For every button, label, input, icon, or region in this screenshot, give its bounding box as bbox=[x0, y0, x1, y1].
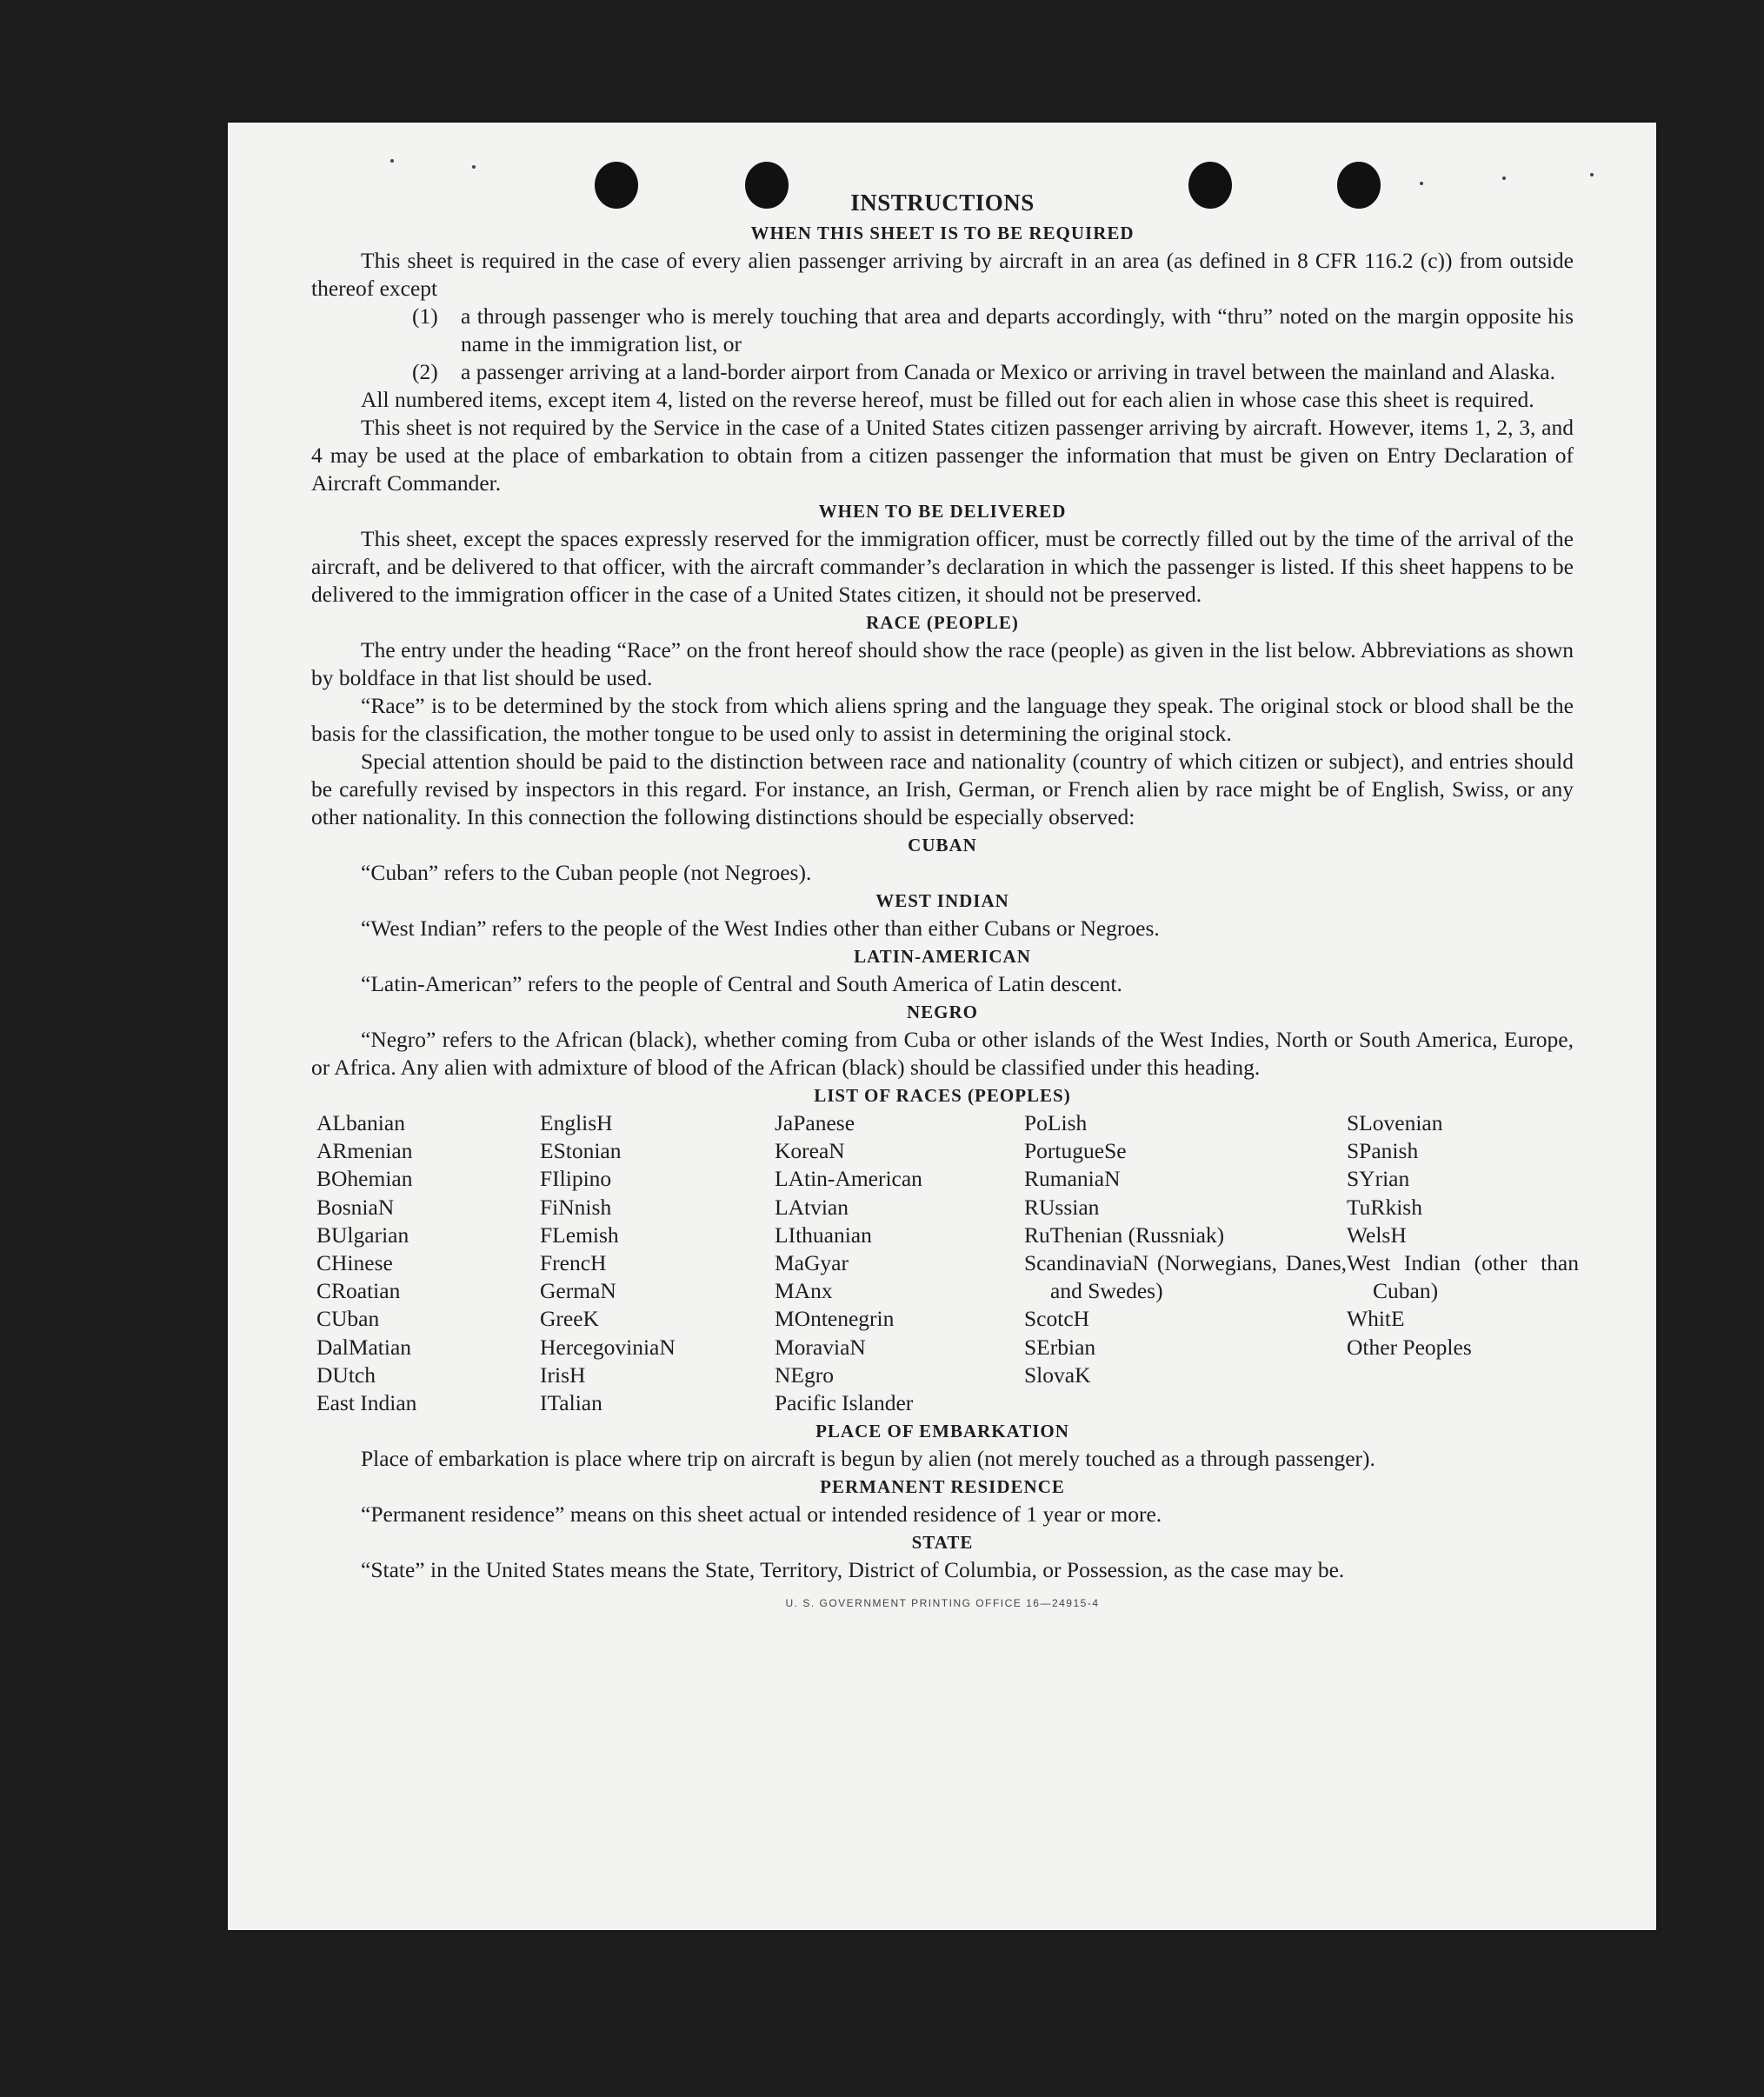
race-entry: Pacific Islander bbox=[775, 1390, 914, 1416]
item-number: (2) bbox=[412, 359, 438, 384]
race-entry: CRoatian bbox=[316, 1278, 401, 1304]
race-entry: BosniaN bbox=[316, 1194, 395, 1220]
race-column bbox=[316, 1109, 540, 1417]
race-entry: RUssian bbox=[1024, 1194, 1100, 1220]
section-heading: PERMANENT RESIDENCE bbox=[820, 1476, 1065, 1498]
race-entry: KoreaN bbox=[775, 1138, 845, 1164]
paragraph: This sheet is required in the case of every alien passenger arriving by aircraft in an area (as defined in 8 CFR 116.2 (c)) from outside thereof except bbox=[311, 248, 1574, 301]
race-entry: LAtin-American bbox=[775, 1166, 922, 1192]
speck bbox=[1420, 182, 1423, 185]
section-heading: LATIN-AMERICAN bbox=[854, 946, 1031, 967]
paragraph: This sheet is not required by the Service in the case of a United States citizen passenger arriving by aircraft. However, items 1, 2, 3, and 4 may be used at the place of embarkation to obtain from a citizen passenger the information that must be given on Entry Declaration of Aircraft Commander. bbox=[311, 415, 1574, 496]
section-heading: PLACE OF EMBARKATION bbox=[815, 1421, 1069, 1442]
paragraph: “State” in the United States means the State, Territory, District of Columbia, or Possession, as the case may be. bbox=[361, 1557, 1345, 1583]
race-entry: West Indian (other than Cuban) bbox=[1347, 1250, 1579, 1304]
paragraph: “Race” is to be determined by the stock from which aliens spring and the language they speak. The original stock or blood shall be the basis for the classification, the mother tongue to be used only to assist in determining the original stock. bbox=[311, 693, 1574, 746]
race-entry: SYrian bbox=[1347, 1166, 1410, 1192]
race-column bbox=[775, 1109, 1024, 1417]
section-heading: LIST OF RACES (PEOPLES) bbox=[814, 1085, 1071, 1106]
race-entry: FiNnish bbox=[540, 1194, 612, 1220]
race-column bbox=[1347, 1109, 1579, 1417]
race-entry: MOntenegrin bbox=[775, 1306, 895, 1332]
race-entry: NEgro bbox=[775, 1361, 834, 1388]
race-entry: SlovaK bbox=[1024, 1361, 1091, 1388]
speck bbox=[1590, 173, 1594, 176]
race-entry: PoLish bbox=[1024, 1110, 1088, 1135]
race-entry: BOhemian bbox=[316, 1166, 413, 1192]
race-entry: DUtch bbox=[316, 1361, 376, 1388]
section-heading: RACE (PEOPLE) bbox=[866, 612, 1019, 633]
page-title: INSTRUCTIONS bbox=[850, 190, 1035, 216]
race-entry: MaGyar bbox=[775, 1250, 849, 1276]
race-entry: RuThenian (Russniak) bbox=[1024, 1222, 1225, 1248]
paragraph: This sheet, except the spaces expressly reserved for the immigration officer, must be correctly filled out by the time of the arrival of the aircraft, and be delivered to that officer, with the aircraft commander’s declaration in which the passenger is listed. If this sheet happens to be delivered to the immigration officer in the case of a United States citizen, it should not be preserved. bbox=[311, 526, 1574, 607]
paragraph: “Latin-American” refers to the people of Central and South America of Latin descent. bbox=[361, 971, 1122, 996]
section-heading: WHEN THIS SHEET IS TO BE REQUIRED bbox=[750, 223, 1135, 243]
speck bbox=[390, 159, 394, 163]
race-entry: Other Peoples bbox=[1347, 1334, 1472, 1360]
race-entry: CUban bbox=[316, 1306, 380, 1332]
paragraph: “Permanent residence” means on this sheet actual or intended residence of 1 year or more. bbox=[361, 1501, 1162, 1528]
race-entry: IrisH bbox=[540, 1361, 586, 1388]
race-entry: FIlipino bbox=[540, 1166, 612, 1192]
race-entry: FrencH bbox=[540, 1250, 607, 1276]
section-heading: CUBAN bbox=[908, 835, 977, 855]
paragraph: Place of embarkation is place where trip on aircraft is begun by alien (not merely touched as a through passenger). bbox=[361, 1446, 1375, 1472]
section-heading: STATE bbox=[911, 1532, 974, 1554]
section-heading: WEST INDIAN bbox=[875, 890, 1009, 911]
race-entry: East Indian bbox=[316, 1390, 417, 1416]
paragraph: “Negro” refers to the African (black), whether coming from Cuba or other islands of the West Indies, North or South America, Europe, or Africa. Any alien with admixture of blood of the African (black) should be classified under this heading. bbox=[311, 1027, 1574, 1080]
race-entry: PortugueSe bbox=[1024, 1138, 1127, 1164]
race-entry: ALbanian bbox=[316, 1110, 405, 1135]
printer-imprint: U. S. GOVERNMENT PRINTING OFFICE 16—24915-4 bbox=[785, 1597, 1100, 1610]
instructions-text bbox=[311, 190, 1579, 1617]
speck bbox=[1502, 176, 1506, 180]
race-entry: WelsH bbox=[1347, 1222, 1407, 1248]
race-entry: GreeK bbox=[540, 1306, 599, 1332]
race-entry: DalMatian bbox=[316, 1334, 412, 1360]
section-heading: WHEN TO BE DELIVERED bbox=[818, 501, 1067, 522]
race-entry: WhitE bbox=[1347, 1306, 1405, 1332]
race-entry: ARmenian bbox=[316, 1138, 413, 1164]
race-entry: RumaniaN bbox=[1024, 1166, 1121, 1192]
section-heading: NEGRO bbox=[906, 1002, 978, 1022]
item-text: a passenger arriving at a land-border airport from Canada or Mexico or arriving in travel between the mainland and Alaska. bbox=[461, 359, 1555, 384]
paragraph: Special attention should be paid to the distinction between race and nationality (country of which citizen or subject), and entries should be carefully revised by inspectors in this regard. For instance, an Irish, German, or French alien by race might be of English, Swiss, or any other nationality. In this connection the following distinctions should be especially observed: bbox=[311, 749, 1574, 829]
paragraph: “West Indian” refers to the people of the West Indies other than either Cubans or Negroes. bbox=[361, 915, 1160, 941]
race-entry: LAtvian bbox=[775, 1194, 849, 1220]
paragraph: All numbered items, except item 4, listed on the reverse hereof, must be filled out for each alien in whose case this sheet is required. bbox=[361, 387, 1534, 412]
race-entry: CHinese bbox=[316, 1250, 393, 1276]
race-entry: SLovenian bbox=[1347, 1110, 1443, 1135]
race-entry: GermaN bbox=[540, 1278, 616, 1304]
race-entry: BUlgarian bbox=[316, 1222, 409, 1248]
item-text: a through passenger who is merely touching that area and departs accordingly, with “thru” noted on the margin opposite his name in the immigration list, or bbox=[461, 303, 1574, 356]
speck bbox=[472, 165, 476, 169]
race-entry: FLemish bbox=[540, 1222, 619, 1248]
list-item bbox=[412, 358, 1574, 386]
race-entry: MoraviaN bbox=[775, 1334, 866, 1360]
paragraph: “Cuban” refers to the Cuban people (not Negroes). bbox=[361, 860, 812, 885]
race-entry: HercegoviniaN bbox=[540, 1334, 676, 1360]
race-entry: LIthuanian bbox=[775, 1222, 872, 1248]
race-entry: MAnx bbox=[775, 1278, 833, 1304]
race-list bbox=[316, 1109, 1579, 1417]
race-entry: ITalian bbox=[540, 1390, 602, 1416]
race-entry: EnglisH bbox=[540, 1110, 613, 1135]
race-column bbox=[540, 1109, 775, 1417]
paragraph: The entry under the heading “Race” on the front hereof should show the race (people) as given in the list below. Abbreviations as shown by boldface in that list should be used. bbox=[311, 637, 1574, 690]
race-entry: JaPanese bbox=[775, 1110, 855, 1135]
race-entry: ScandinaviaN (Norwegians, Danes, and Swedes) bbox=[1024, 1250, 1347, 1304]
list-item bbox=[412, 303, 1574, 358]
race-entry: EStonian bbox=[540, 1138, 622, 1164]
race-entry: ScotcH bbox=[1024, 1306, 1090, 1332]
race-entry: SPanish bbox=[1347, 1138, 1419, 1164]
race-entry: TuRkish bbox=[1347, 1194, 1422, 1220]
item-number: (1) bbox=[412, 303, 438, 329]
race-entry: SErbian bbox=[1024, 1334, 1096, 1360]
race-column bbox=[1024, 1109, 1347, 1417]
